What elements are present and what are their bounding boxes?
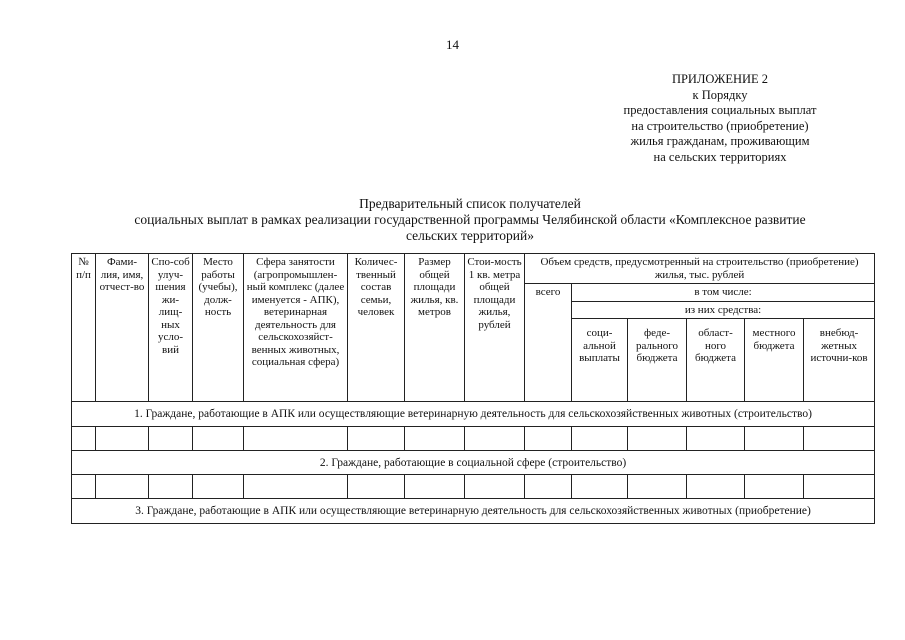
table-cell (804, 475, 875, 499)
col-header-num: № п/п (72, 254, 96, 402)
appendix-line: к Порядку (692, 87, 748, 102)
col-header-federal: феде-рального бюджета (628, 319, 687, 402)
heading-line: Предварительный список получателей (359, 196, 581, 211)
table-cell (628, 475, 687, 499)
table-cell (244, 426, 348, 450)
recipients-table (71, 253, 875, 524)
section-row: 3. Граждане, работающие в АПК или осуществляющие ветеринарную деятельность для сельскохозяйственных животных (приобретение) (72, 499, 875, 524)
col-header-area: Размер общей площади жилья, кв. метров (405, 254, 465, 402)
table-cell (244, 475, 348, 499)
appendix-block (575, 72, 865, 165)
table-cell (96, 475, 149, 499)
table-cell (405, 475, 465, 499)
table-row (72, 426, 875, 450)
table-cell (193, 475, 244, 499)
appendix-line: на сельских территориях (653, 149, 787, 164)
table-cell (72, 475, 96, 499)
table-cell (149, 426, 193, 450)
table-cell (193, 426, 244, 450)
col-header-including: в том числе: (572, 284, 875, 302)
col-header-regional: област-ного бюджета (687, 319, 745, 402)
appendix-line: предоставления социальных выплат (623, 103, 817, 117)
col-header-workplace: Место работы (учебы), долж-ность (193, 254, 244, 402)
section-row: 1. Граждане, работающие в АПК или осуществляющие ветеринарную деятельность для сельскохозяйственных животных (строительство) (72, 402, 875, 427)
table-cell (96, 426, 149, 450)
table-cell (525, 426, 572, 450)
col-header-of-which: из них средства: (572, 301, 875, 319)
heading-line: сельских территорий» (406, 228, 534, 243)
table-cell (525, 475, 572, 499)
table-cell (687, 426, 745, 450)
table-cell (348, 426, 405, 450)
col-header-sphere: Сфера занятости (агропромышлен-ный комплекс (далее именуется - АПК), ветеринарная деятельность для сельскохозяйст-венных животных, социальная сфера) (244, 254, 348, 402)
table-row (72, 475, 875, 499)
col-header-total: всего (525, 284, 572, 402)
col-header-family: Количес-твенный состав семьи, человек (348, 254, 405, 402)
table-cell (572, 426, 628, 450)
table-cell (72, 426, 96, 450)
table-cell (572, 475, 628, 499)
col-header-cost: Стои-мость 1 кв. метра общей площади жилья, рублей (465, 254, 525, 402)
appendix-line: на строительство (приобретение) (631, 118, 809, 133)
col-header-local: местного бюджета (745, 319, 804, 402)
section-row: 2. Граждане, работающие в социальной сфере (строительство) (72, 450, 875, 475)
table-cell (149, 475, 193, 499)
col-header-funds: Объем средств, предусмотренный на строительство (приобретение) жилья, тыс. рублей (525, 254, 875, 284)
table-cell (405, 426, 465, 450)
table-cell (687, 475, 745, 499)
page-number: 14 (446, 37, 459, 52)
table-cell (465, 475, 525, 499)
table-cell (628, 426, 687, 450)
table-cell (804, 426, 875, 450)
col-header-offbudget: внебюд-жетных источни-ков (804, 319, 875, 402)
document-heading (70, 196, 870, 244)
heading-line: социальных выплат в рамках реализации государственной программы Челябинской области «Комплексное развитие (134, 212, 806, 227)
table-cell (745, 475, 804, 499)
col-header-method: Спо-соб улуч-шения жи-лищ-ных усло-вий (149, 254, 193, 402)
appendix-title: ПРИЛОЖЕНИЕ 2 (671, 72, 769, 86)
col-header-social: соци-альной выплаты (572, 319, 628, 402)
table-cell (745, 426, 804, 450)
appendix-line: жилья гражданам, проживающим (630, 134, 810, 148)
table-cell (465, 426, 525, 450)
table-cell (348, 475, 405, 499)
col-header-fio: Фами-лия, имя, отчест-во (96, 254, 149, 402)
